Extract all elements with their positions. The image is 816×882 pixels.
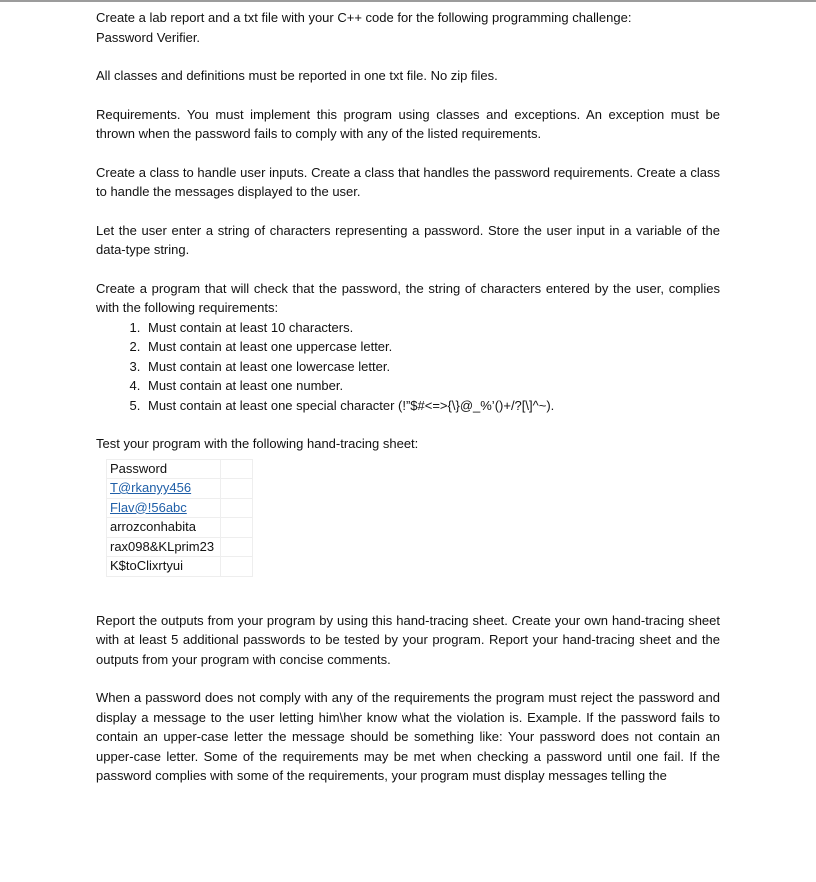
list-item: 4. Must contain at least one number. [144, 376, 720, 396]
user-input-paragraph: Let the user enter a string of characters representing a password. Store the user input in a variable of the data-type string. [96, 222, 720, 257]
list-item: 3. Must contain at least one lowercase letter. [144, 357, 720, 377]
document-page [96, 8, 720, 786]
table-row [107, 498, 253, 518]
table-row [107, 537, 253, 557]
list-item: 5. Must contain at least one special character (!”$#<=>{\}@_%’()+/?[\]^~). [144, 396, 720, 416]
report-paragraph: Report the outputs from your program by using this hand-tracing sheet. Create your own hand-tracing sheet with at least 5 additional passwords to be tested by your program. Report your hand-tracing sheet and the outputs from your program with concise comments. [96, 612, 720, 667]
table-row [107, 479, 253, 499]
table-cell: arrozconhabita [107, 518, 221, 538]
list-item: 1. Must contain at least 10 characters. [144, 318, 720, 338]
violation-paragraph: When a password does not comply with any of the requirements the program must reject the password and display a message to the user letting him\her know what the violation is. Example. If the password fails to contain an upper-case letter the message should be something like: Your password does not contain an upper-case letter. Some of the requirements may be met when checking a password until one fail. If the password complies with some of the requirements, your program must display messages telling the [96, 690, 720, 783]
intro-line-1: Create a lab report and a txt file with your C++ code for the following programming challenge: [96, 10, 632, 25]
table-header-password: Password [107, 459, 221, 479]
intro-line-2: Password Verifier. [96, 29, 201, 45]
page-top-border [0, 0, 816, 2]
password-link[interactable]: T@rkanyy456 [110, 480, 192, 495]
class-design-paragraph: Create a class to handle user inputs. Create a class that handles the password requirements. Create a class to handle the messages displayed to the user. [96, 164, 720, 199]
table-row [107, 518, 253, 538]
table-cell [221, 459, 253, 479]
table-cell: rax098&KLprim23 [107, 537, 221, 557]
table-cell [221, 498, 253, 518]
table-cell [221, 479, 253, 499]
check-intro-paragraph: Create a program that will check that the password, the string of characters entered by the user, complies with the following requirements: [96, 280, 720, 315]
table-cell [221, 518, 253, 538]
list-item: 2. Must contain at least one uppercase letter. [144, 337, 720, 357]
password-link[interactable]: Flav@!56abc [110, 499, 187, 515]
table-cell: K$toClixrtyui [107, 557, 221, 577]
table-cell [221, 557, 253, 577]
table-cell-link[interactable] [107, 479, 221, 499]
table-cell [221, 537, 253, 557]
requirements-list [96, 318, 720, 416]
test-intro-paragraph: Test your program with the following hand-tracing sheet: [96, 436, 419, 451]
table-cell-link[interactable] [107, 498, 221, 518]
table-row [107, 557, 253, 577]
classes-note: All classes and definitions must be reported in one txt file. No zip files. [96, 68, 498, 83]
hand-tracing-table [106, 459, 253, 577]
table-header-row [107, 459, 253, 479]
requirements-paragraph: Requirements. You must implement this program using classes and exceptions. An exception must be thrown when the password fails to comply with any of the listed requirements. [96, 106, 720, 141]
